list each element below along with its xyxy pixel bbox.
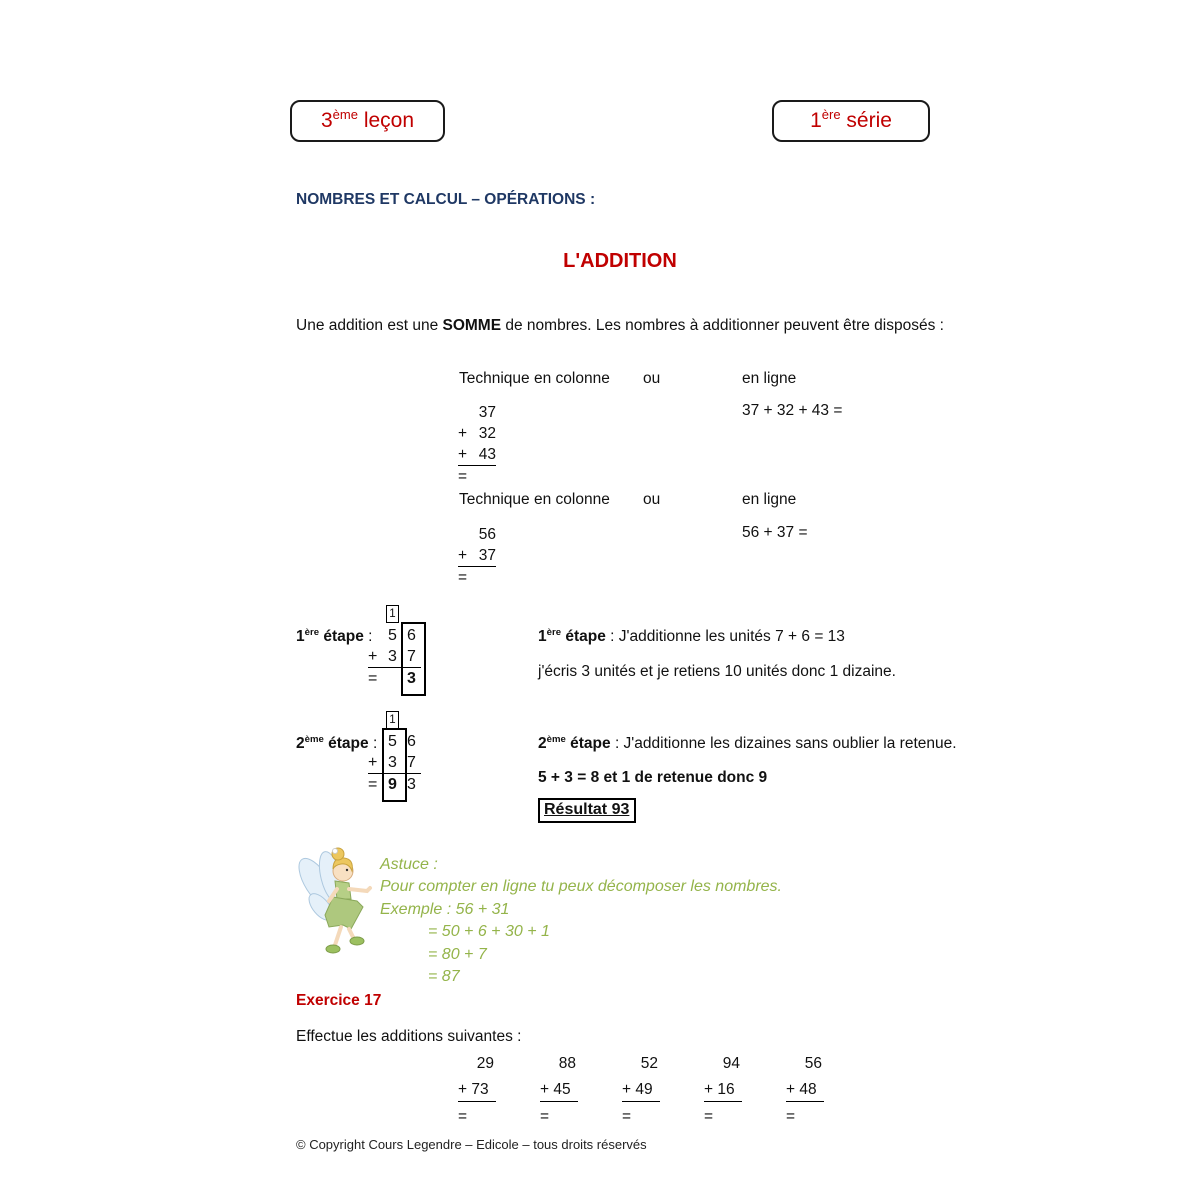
plus-sign: + [458,446,468,463]
digit-row [368,667,421,690]
or-label: ou [643,491,661,508]
astuce-line: = 87 [428,968,460,986]
digit-row [368,773,421,796]
addition-problem [786,1051,824,1128]
astuce-section [380,854,782,988]
digit: 6 [407,627,416,644]
technique-column-label: Technique en colonne [459,491,610,508]
problem-bottom: + 73 [458,1079,496,1102]
lesson-badge-number: 3 [320,109,333,132]
addition-row [458,466,496,487]
astuce-line: Exemple : 56 + 31 [380,900,510,918]
step-1-label: 1ère étape : [296,626,373,645]
digit-row [368,646,421,667]
lesson-badge [290,100,445,142]
series-badge-number: 1 [810,109,822,132]
addition-row [458,402,496,423]
digit-row [368,752,421,773]
intro-prefix: Une addition est une [296,317,443,334]
problem-bottom: + 16 [704,1079,742,1102]
addend: 43 [478,446,496,463]
fairy-illustration [291,841,379,967]
addition-row [458,423,496,444]
digit-row [368,731,421,752]
problem-equals: = [540,1108,550,1125]
problem-top: 52 [640,1055,658,1072]
problem-bottom: + 45 [540,1079,578,1102]
column-addition-1 [458,402,496,487]
digit: 3 [407,670,416,687]
digit: 3 [407,776,416,793]
equals-sign: = [368,670,378,687]
digit: 5 [388,733,397,750]
intro-bold-word: SOMME [442,317,502,334]
digit: 3 [388,754,397,771]
digit: 3 [388,648,397,665]
digit: 9 [388,776,397,793]
digit [383,668,402,690]
addition-problem [458,1051,496,1128]
carry-box: 1 [386,711,399,729]
astuce-line: Pour compter en ligne tu peux décomposer les nombres. [380,878,782,896]
page-title: L'ADDITION [563,250,677,272]
digit: 7 [407,754,416,771]
series-badge-label: série [840,109,892,132]
exercise-instruction: Effectue les additions suivantes : [296,1028,522,1045]
step-2-label: 2ème étape : [296,733,378,752]
step-1-description: 1ère étape : J'additionne les unités 7 + 6 = 13 [538,626,845,645]
problem-equals: = [786,1108,796,1125]
step-2-description-line-2: 5 + 3 = 8 et 1 de retenue donc 9 [538,769,768,786]
problem-top: 56 [804,1055,822,1072]
problem-top: 88 [558,1055,576,1072]
inline-label: en ligne [742,370,797,387]
equals-sign: = [458,468,468,485]
equals-sign: = [368,776,378,793]
inline-expression-1: 37 + 32 + 43 = [742,402,843,419]
addition-row [458,567,496,588]
addition-row [458,444,496,466]
technique-column-label: Technique en colonne [459,370,610,387]
lesson-badge-ordinal: ème [332,107,358,122]
addend: 56 [478,526,496,543]
section-header: NOMBRES ET CALCUL – OPÉRATIONS : [296,191,596,208]
problem-top: 29 [476,1055,494,1072]
addition-problem [540,1051,578,1128]
step-2-description: 2ème étape : J'additionne les dizaines sans oublier la retenue. [538,733,957,752]
intro-suffix: de nombres. Les nombres à additionner peuvent être disposés : [501,317,944,334]
result-box: Résultat 93 [538,798,636,823]
problem-equals: = [704,1108,714,1125]
lesson-badge-label: leçon [357,109,415,132]
addend: 32 [478,425,496,442]
addend: 37 [478,404,496,421]
addend: 37 [478,547,496,564]
addition-row [458,524,496,545]
step-1-description-line-2: j'écris 3 unités et je retiens 10 unités donc 1 dizaine. [538,663,896,680]
addition-row [458,545,496,567]
astuce-line: = 80 + 7 [428,945,487,963]
series-badge [772,100,930,142]
series-badge-ordinal: ère [821,107,841,122]
exercise-title: Exercice 17 [296,992,382,1009]
inline-expression-2: 56 + 37 = [742,524,808,541]
addition-problem [622,1051,660,1128]
column-addition-diagram-1 [368,605,424,693]
addition-problem [704,1051,742,1128]
equals-sign: = [458,569,468,586]
plus-sign: + [368,754,378,771]
problem-bottom: + 48 [786,1079,824,1102]
problem-equals: = [622,1108,632,1125]
plus-sign: + [458,547,468,564]
column-addition-2 [458,524,496,588]
footer-copyright: © Copyright Cours Legendre – Edicole – tous droits réservés [296,1137,647,1152]
exercise-problems [458,1051,824,1128]
problem-bottom: + 49 [622,1079,660,1102]
problem-equals: = [458,1108,468,1125]
column-addition-diagram-2 [368,711,424,799]
inline-label: en ligne [742,491,797,508]
carry-box: 1 [386,605,399,623]
digit-row [368,625,421,646]
plus-sign: + [458,425,468,442]
plus-sign: + [368,648,378,665]
digit: 7 [407,648,416,665]
digit: 6 [407,733,416,750]
astuce-line: Astuce : [380,856,438,873]
or-label: ou [643,370,661,387]
astuce-line: = 50 + 6 + 30 + 1 [428,923,550,941]
digit: 5 [388,627,397,644]
problem-top: 94 [722,1055,740,1072]
intro-paragraph [296,317,944,335]
